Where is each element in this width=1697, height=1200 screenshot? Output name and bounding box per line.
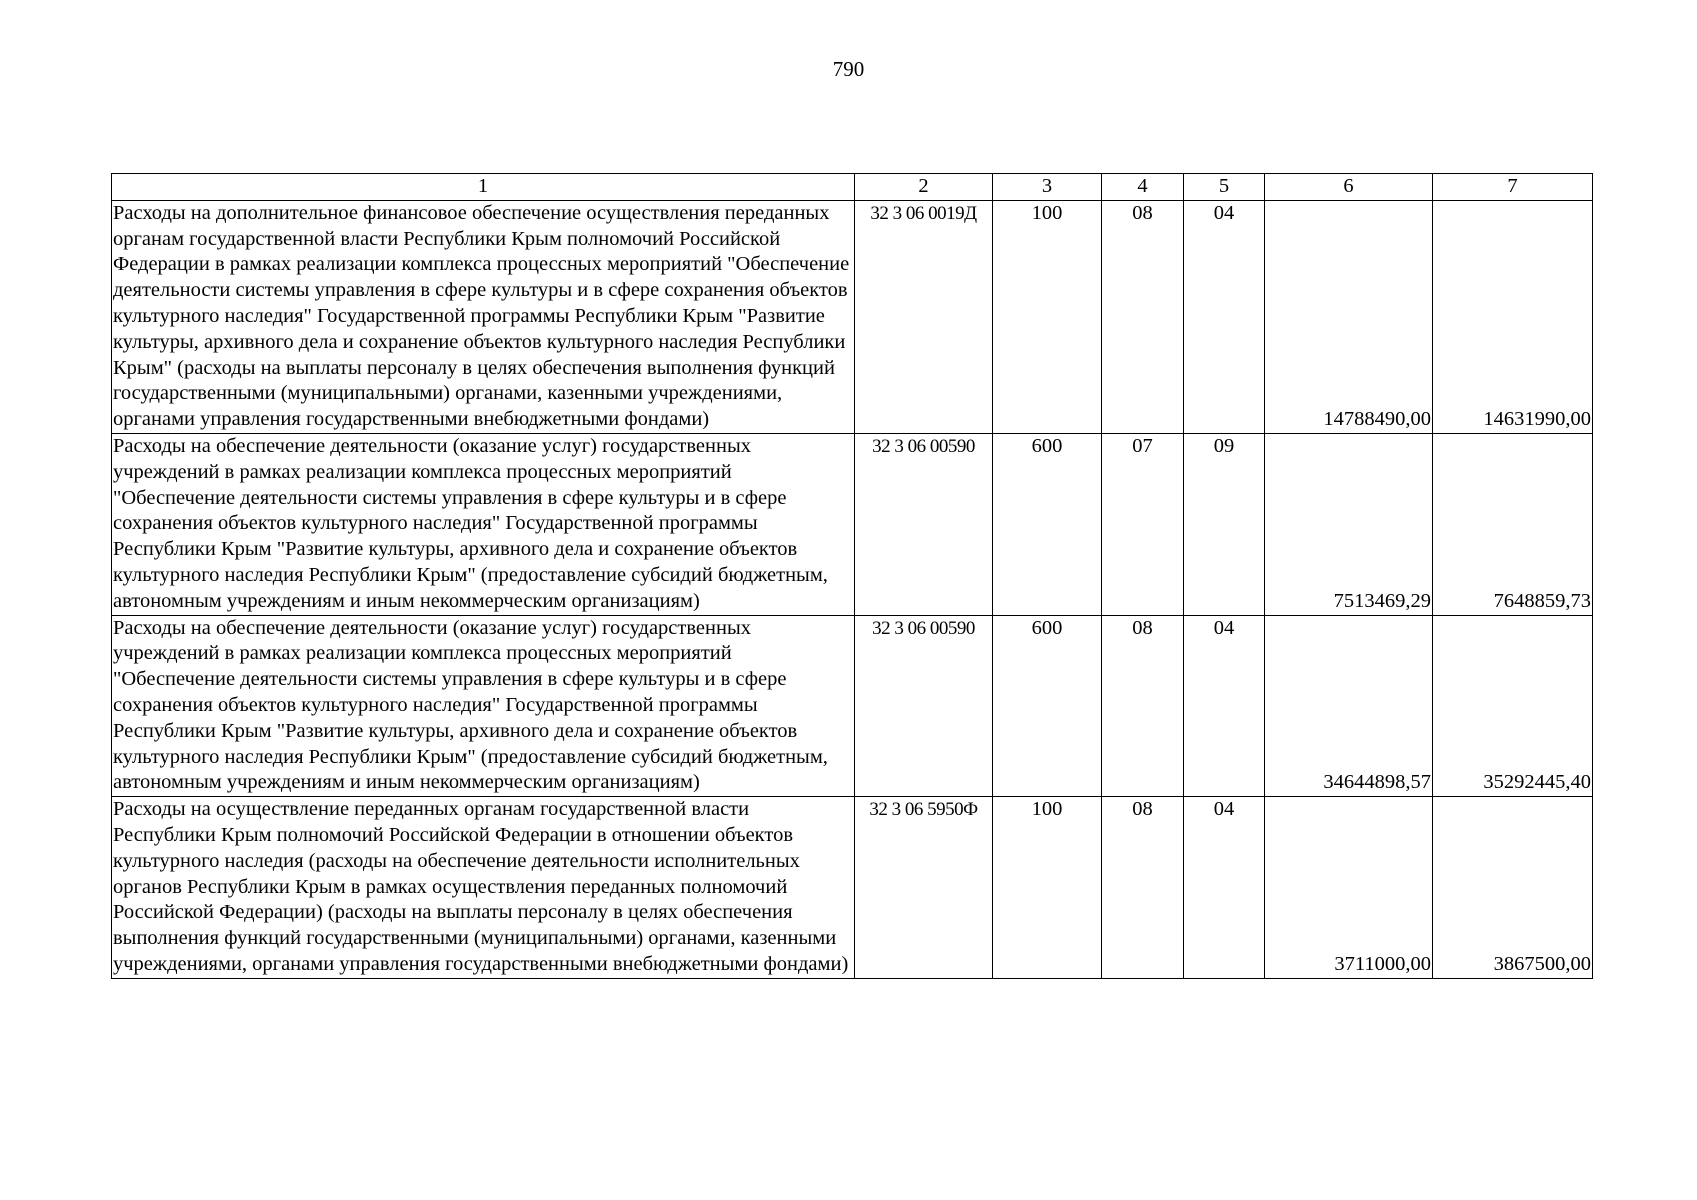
- header-cell: 7: [1433, 174, 1593, 201]
- table-row: [112, 797, 1593, 979]
- row-target-code: 32 3 06 00590: [855, 615, 993, 797]
- header-cell: 6: [1265, 174, 1433, 201]
- table-row: [112, 200, 1593, 433]
- row-description: Расходы на дополнительное финансовое обеспечение осуществления переданных органам государственной власти Республики Крым полномочий Российской Федерации в рамках реализации комплекса процессных мероприятий "Обеспечение деятельности системы управления в сфере культуры и в сфере сохранения объектов культурного наследия" Государственной программы Республики Крым "Развитие культуры, архивного дела и сохранение объектов культурного наследия Республики Крым" (расходы на выплаты персоналу в целях обеспечения выполнения функций государственными (муниципальными) органами, казенными учреждениями, органами управления государственными внебюджетными фондами): [112, 200, 855, 433]
- row-amount-2: 7648859,73: [1433, 433, 1593, 615]
- row-expense-type: 600: [993, 615, 1102, 797]
- row-amount-2: 14631990,00: [1433, 200, 1593, 433]
- page-number: 790: [832, 57, 865, 81]
- row-section: 08: [1102, 615, 1184, 797]
- budget-table: [111, 173, 1593, 979]
- row-subsection: 04: [1184, 200, 1265, 433]
- row-amount-2: 3867500,00: [1433, 797, 1593, 979]
- row-amount-1: 7513469,29: [1265, 433, 1433, 615]
- row-amount-2: 35292445,40: [1433, 615, 1593, 797]
- row-subsection: 04: [1184, 797, 1265, 979]
- row-section: 08: [1102, 200, 1184, 433]
- header-cell: 1: [112, 174, 855, 201]
- row-subsection: 09: [1184, 433, 1265, 615]
- row-expense-type: 100: [993, 797, 1102, 979]
- row-expense-type: 600: [993, 433, 1102, 615]
- row-subsection: 04: [1184, 615, 1265, 797]
- row-description: Расходы на обеспечение деятельности (оказание услуг) государственных учреждений в рамках реализации комплекса процессных мероприятий "Обеспечение деятельности системы управления в сфере культуры и в сфере сохранения объектов культурного наследия" Государственной программы Республики Крым "Развитие культуры, архивного дела и сохранение объектов культурного наследия Республики Крым" (предоставление субсидий бюджетным, автономным учреждениям и иным некоммерческим организациям): [112, 615, 855, 797]
- header-cell: 4: [1102, 174, 1184, 201]
- row-section: 08: [1102, 797, 1184, 979]
- header-cell: 3: [993, 174, 1102, 201]
- header-cell: 2: [855, 174, 993, 201]
- row-expense-type: 100: [993, 200, 1102, 433]
- row-description: Расходы на обеспечение деятельности (оказание услуг) государственных учреждений в рамках реализации комплекса процессных мероприятий "Обеспечение деятельности системы управления в сфере культуры и в сфере сохранения объектов культурного наследия" Государственной программы Республики Крым "Развитие культуры, архивного дела и сохранение объектов культурного наследия Республики Крым" (предоставление субсидий бюджетным, автономным учреждениям и иным некоммерческим организациям): [112, 433, 855, 615]
- table-header-row: [112, 174, 1593, 201]
- row-target-code: 32 3 06 00590: [855, 433, 993, 615]
- row-target-code: 32 3 06 5950Ф: [855, 797, 993, 979]
- row-target-code: 32 3 06 0019Д: [855, 200, 993, 433]
- row-amount-1: 14788490,00: [1265, 200, 1433, 433]
- header-cell: 5: [1184, 174, 1265, 201]
- table-row: [112, 433, 1593, 615]
- row-amount-1: 3711000,00: [1265, 797, 1433, 979]
- row-description: Расходы на осуществление переданных органам государственной власти Республики Крым полномочий Российской Федерации в отношении объектов культурного наследия (расходы на обеспечение деятельности исполнительных органов Республики Крым в рамках осуществления переданных полномочий Российской Федерации) (расходы на выплаты персоналу в целях обеспечения выполнения функций государственными (муниципальными) органами, казенными учреждениями, органами управления государственными внебюджетными фондами): [112, 797, 855, 979]
- row-section: 07: [1102, 433, 1184, 615]
- row-amount-1: 34644898,57: [1265, 615, 1433, 797]
- table-row: [112, 615, 1593, 797]
